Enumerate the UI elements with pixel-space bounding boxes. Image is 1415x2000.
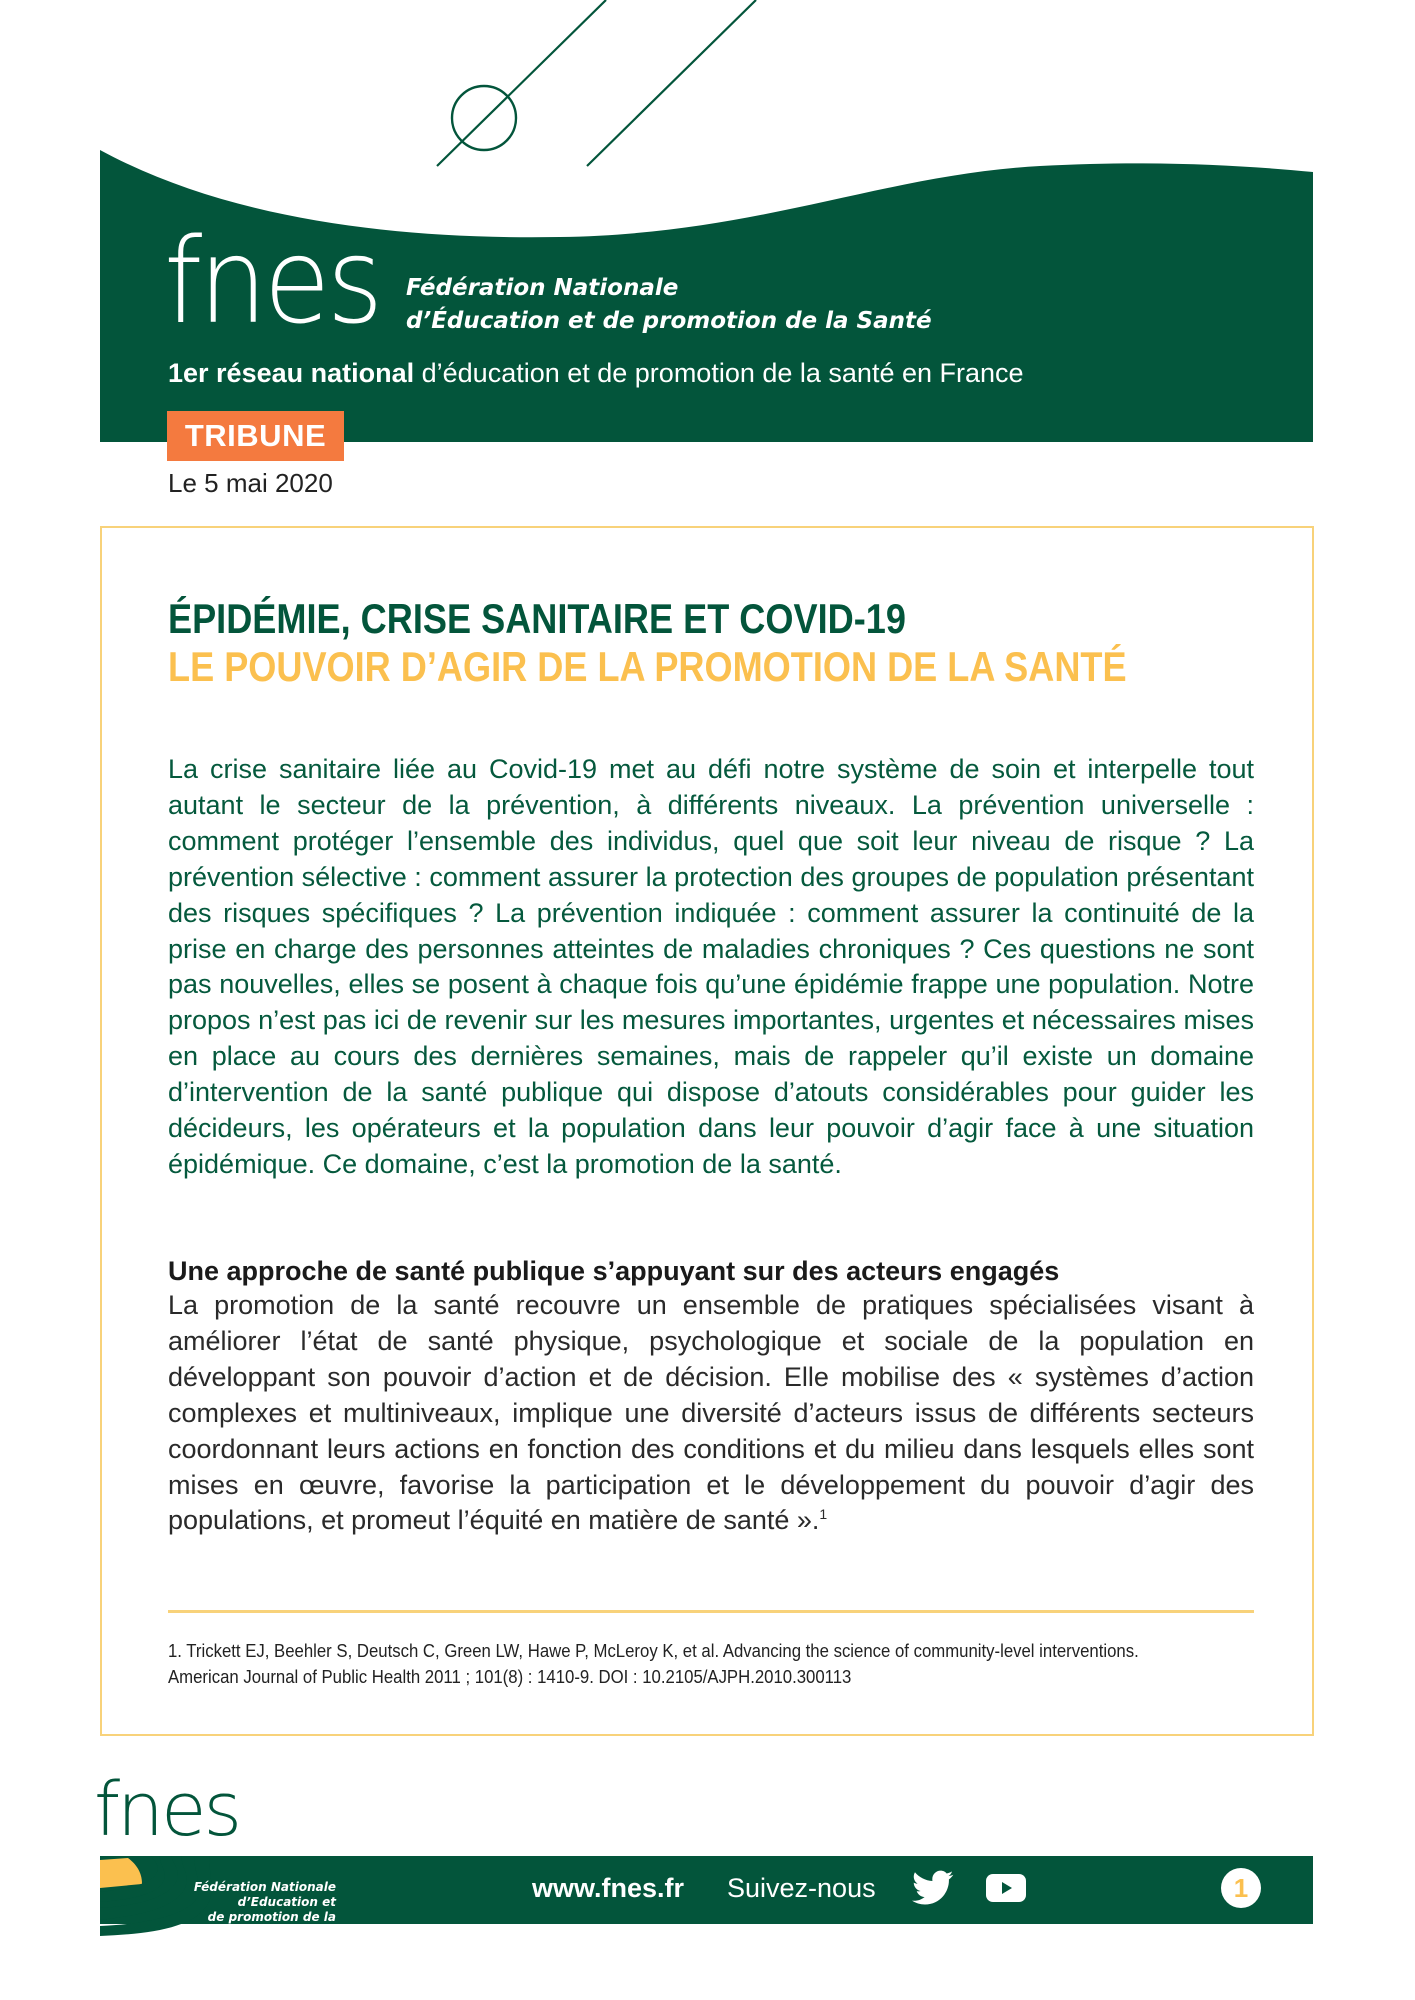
footnote-divider xyxy=(168,1610,1254,1613)
article-title: ÉPIDÉMIE, CRISE SANITAIRE ET COVID-19 xyxy=(168,595,906,642)
tagline xyxy=(168,357,1024,389)
twitter-icon[interactable] xyxy=(912,1870,954,1906)
footnote-line-1: 1. Trickett EJ, Beehler S, Deutsch C, Green LW, Hawe P, McLeroy K, et al. Advancing the science of community-level interventions. xyxy=(168,1641,1139,1661)
swoosh-sun xyxy=(100,1858,142,1888)
article-subtitle: LE POUVOIR D’AGIR DE LA PROMOTION DE LA SANTÉ xyxy=(168,643,1127,690)
footer-fnes-logo: fnes xyxy=(94,1767,240,1853)
org-name-line-1: Fédération Nationale xyxy=(406,275,679,301)
tagline-bold: 1er réseau national xyxy=(168,358,415,388)
youtube-icon[interactable] xyxy=(985,1872,1027,1904)
footnote-reference[interactable]: 1 xyxy=(819,1506,828,1523)
tagline-rest: d’éducation et de promotion de la santé en France xyxy=(414,358,1024,388)
page-number: 1 xyxy=(1221,1868,1261,1908)
follow-us-label: Suivez-nous xyxy=(727,1873,876,1903)
decorative-circle xyxy=(452,86,516,150)
section-paragraph xyxy=(168,1288,1254,1539)
publication-date: Le 5 mai 2020 xyxy=(168,468,333,498)
footer-org-name xyxy=(170,1880,336,1940)
footer-org-line-2: d’Education et xyxy=(237,1895,336,1909)
org-name-line-2: d’Éducation et de promotion de la Santé xyxy=(406,308,932,334)
footnote xyxy=(168,1638,1191,1690)
section-paragraph-text: La promotion de la santé recouvre un ensemble de pratiques spécialisées visant à améliorer l’état de santé physique, psychologique et sociale de la population en développant son pouvoir d’action et de décision. Elle mobilise des « systèmes d’action complexes et multiniveaux, implique une diversité d’acteurs issus de différents secteurs coordonnant leurs actions en fonction des conditions et du milieu dans lesquels elles sont mises en œuvre, favorise la participation et le développement du pouvoir d’agir des populations, et promeut l’équité en matière de santé ». xyxy=(168,1290,1254,1536)
org-name xyxy=(406,272,932,338)
footer-org-line-1: Fédération Nationale xyxy=(193,1880,336,1894)
footer-org-line-3: de promotion de la Santé xyxy=(207,1910,336,1939)
fnes-logo: fnes xyxy=(164,212,380,350)
website-link[interactable]: www.fnes.fr xyxy=(532,1873,685,1903)
footnote-line-2: American Journal of Public Health 2011 ; 101(8) : 1410-9. DOI : 10.2105/AJPH.2010.300113 xyxy=(168,1667,852,1687)
section-heading: Une approche de santé publique s’appuyant sur des acteurs engagés xyxy=(168,1256,1060,1286)
tribune-badge: TRIBUNE xyxy=(167,411,344,461)
intro-paragraph: La crise sanitaire liée au Covid-19 met au défi notre système de soin et interpelle tout autant le secteur de la prévention, à différents niveaux. La prévention universelle : comment protéger l’ensemble des individus, quel que soit leur niveau de risque ? La prévention sélective : comment assurer la protection des groupes de population présentant des risques spécifiques ? La prévention indiquée : comment assurer la continuité de la prise en charge des personnes atteintes de maladies chroniques ? Ces questions ne sont pas nouvelles, elles se posent à chaque fois qu’une épidémie frappe une population. Notre propos n’est pas ici de revenir sur les mesures importantes, urgentes et nécessaires mises en place au cours des dernières semaines, mais de rappeler qu’il existe un domaine d’intervention de la santé publique qui dispose d’atouts considérables pour guider les décideurs, les opérateurs et la population dans leur pouvoir d’agir face à une situation épidémique. Ce domaine, c’est la promotion de la santé. xyxy=(168,754,1254,1179)
decorative-line-right xyxy=(587,0,756,166)
